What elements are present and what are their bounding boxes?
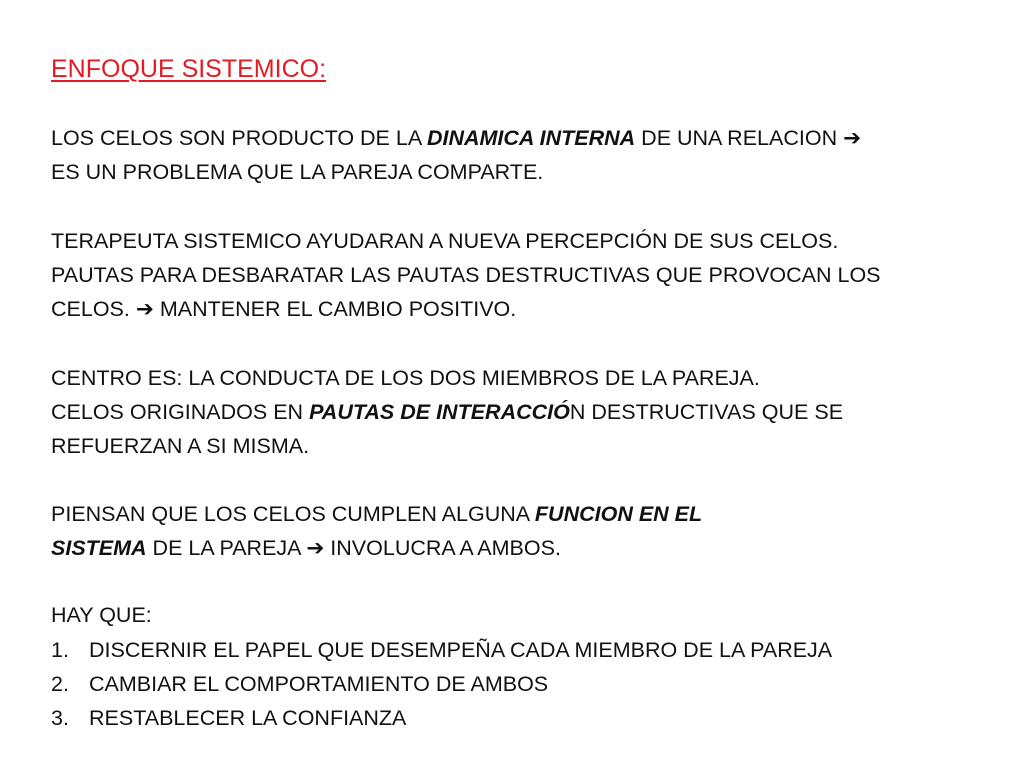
list-text: DISCERNIR EL PAPEL QUE DESEMPEÑA CADA MIEMBRO DE LA PAREJA xyxy=(89,638,833,662)
list-number: 2. xyxy=(51,672,69,696)
p2-line-2: PAUTAS PARA DESBARATAR LAS PAUTAS DESTRUCTIVAS QUE PROVOCAN LOS xyxy=(51,263,881,287)
slide-title: ENFOQUE SISTEMICO: xyxy=(51,55,327,83)
p3-line-3: REFUERZAN A SI MISMA. xyxy=(51,434,310,458)
arrow-right-icon: ➔ xyxy=(306,536,325,560)
p3-text-cont: N DESTRUCTIVAS QUE SE xyxy=(569,400,844,424)
p2-line-1: TERAPEUTA SISTEMICO AYUDARAN A NUEVA PERCEPCIÓN DE SUS CELOS. xyxy=(51,229,839,253)
p2-text: CELOS. xyxy=(51,297,136,321)
p4-text-end: INVOLUCRA A AMBOS. xyxy=(324,536,561,560)
p4-line-2 xyxy=(51,531,561,565)
p1-text: LOS CELOS SON PRODUCTO DE LA xyxy=(51,126,427,150)
p3-text: CELOS ORIGINADOS EN xyxy=(51,400,310,424)
list-text: CAMBIAR EL COMPORTAMIENTO DE AMBOS xyxy=(89,672,549,696)
p4-emphasis: FUNCION EN EL xyxy=(534,502,703,526)
arrow-right-icon: ➔ xyxy=(843,126,862,150)
p4-text-cont: DE LA PAREJA xyxy=(146,536,307,560)
p4-line-1 xyxy=(51,497,702,531)
arrow-right-icon: ➔ xyxy=(135,297,154,321)
list-number: 3. xyxy=(51,706,69,730)
p2-text-cont: MANTENER EL CAMBIO POSITIVO. xyxy=(153,297,517,321)
list-item xyxy=(51,633,832,667)
list-text: RESTABLECER LA CONFIANZA xyxy=(89,706,407,730)
list-item xyxy=(51,667,548,701)
p4-text: PIENSAN QUE LOS CELOS CUMPLEN ALGUNA xyxy=(51,502,535,526)
p3-emphasis: PAUTAS DE INTERACCIÓ xyxy=(309,400,570,424)
p2-line-3 xyxy=(51,292,516,326)
p1-line-2: ES UN PROBLEMA QUE LA PAREJA COMPARTE. xyxy=(51,160,544,184)
p4-emphasis-cont: SISTEMA xyxy=(51,536,147,560)
p1-line-1 xyxy=(51,121,861,155)
p1-emphasis: DINAMICA INTERNA xyxy=(426,126,636,150)
p5-heading: HAY QUE: xyxy=(51,603,152,627)
p3-line-1: CENTRO ES: LA CONDUCTA DE LOS DOS MIEMBROS DE LA PAREJA. xyxy=(51,366,760,390)
p3-line-2 xyxy=(51,395,843,429)
list-number: 1. xyxy=(51,638,69,662)
p1-text-cont: DE UNA RELACION xyxy=(635,126,844,150)
list-item xyxy=(51,701,406,735)
